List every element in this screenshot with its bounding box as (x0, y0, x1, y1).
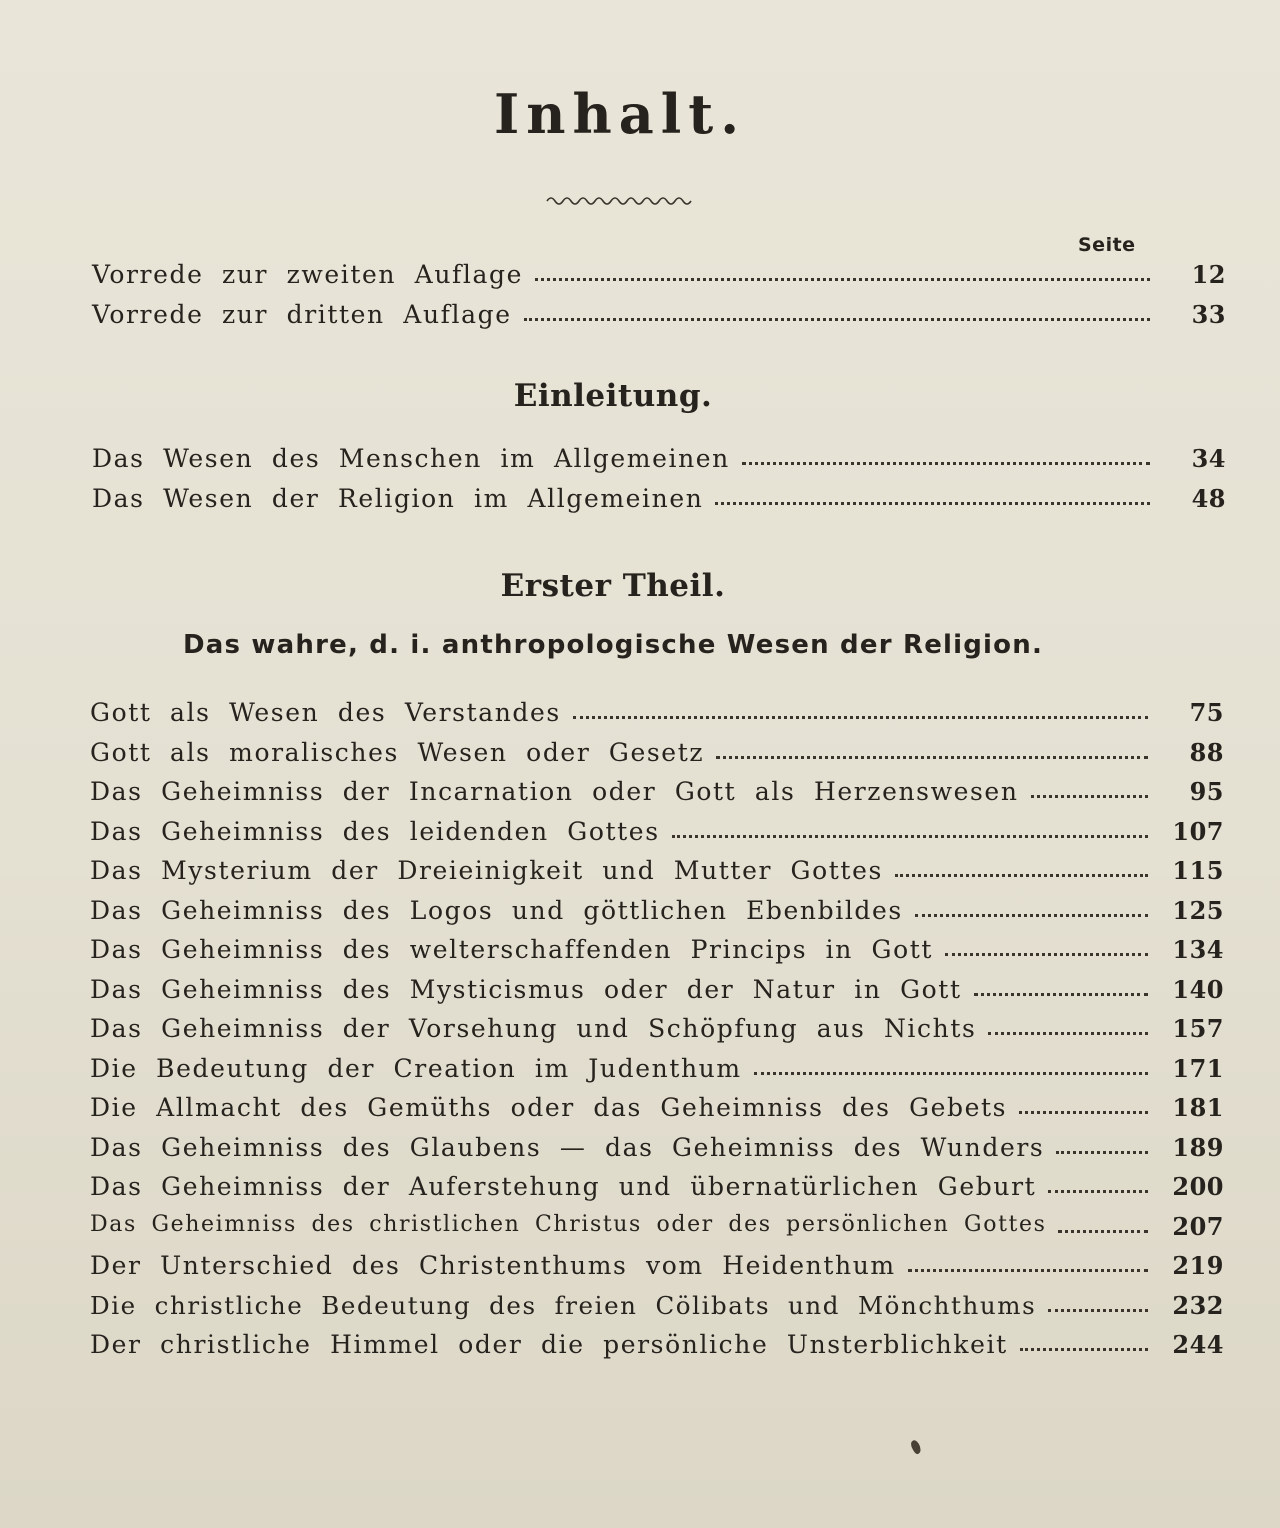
toc-entry-title: Vorrede zur dritten Auflage (92, 299, 512, 329)
toc-entry-title: Das Wesen des Menschen im Allgemeinen (92, 444, 730, 473)
toc-entry[interactable] (90, 1291, 1240, 1331)
toc-entry-page: 232 (1172, 1290, 1224, 1320)
toc-entry-page: 171 (1172, 1053, 1224, 1083)
toc-entry[interactable] (92, 444, 1242, 484)
toc-entry[interactable] (90, 1172, 1240, 1212)
dot-leader (1031, 783, 1148, 798)
toc-entry-page: 134 (1172, 935, 1224, 964)
toc-entry[interactable] (92, 260, 1242, 300)
dot-leader (742, 450, 1150, 465)
dot-leader (1048, 1297, 1148, 1312)
toc-entry-page: 48 (1191, 483, 1226, 513)
page-column-label: Seite (1078, 234, 1136, 256)
dot-leader (715, 490, 1150, 505)
toc-entry-title: Vorrede zur zweiten Auflage (92, 260, 523, 289)
toc-entry-title: Die Allmacht des Gemüths oder das Geheimniss des Gebets (90, 1093, 1008, 1122)
toc-entry-title: Das Geheimniss des Logos und göttlichen Ebenbildes (90, 895, 903, 925)
toc-entry[interactable] (90, 698, 1240, 738)
toc-entry-page: 12 (1191, 260, 1226, 289)
toc-entry-page: 181 (1172, 1093, 1224, 1122)
toc-entry[interactable] (90, 1330, 1240, 1370)
part-one-subheading: Das wahre, d. i. anthropologische Wesen der Religion. (182, 630, 1044, 660)
toc-entry-page: 115 (1172, 856, 1224, 885)
toc-entry-page: 244 (1172, 1330, 1224, 1359)
dot-leader (573, 704, 1148, 719)
toc-entry[interactable] (90, 975, 1240, 1015)
toc-entry-page: 33 (1191, 299, 1226, 329)
toc-entry[interactable] (90, 817, 1240, 857)
ink-speck (909, 1439, 923, 1455)
dot-leader (945, 941, 1148, 956)
dot-leader (716, 744, 1148, 759)
toc-entry[interactable] (90, 1133, 1240, 1173)
toc-entry-page: 200 (1172, 1172, 1224, 1201)
toc-entry-page: 140 (1172, 974, 1224, 1004)
toc-entry-page: 157 (1172, 1014, 1224, 1043)
toc-entry-title: Das Geheimniss der Vorsehung und Schöpfung aus Nichts (90, 1014, 977, 1043)
dot-leader (524, 306, 1150, 321)
toc-entry[interactable] (90, 935, 1240, 975)
dot-leader (1058, 1218, 1148, 1233)
dot-leader (1048, 1178, 1148, 1193)
toc-entry-page: 95 (1189, 777, 1224, 806)
toc-entry[interactable] (90, 856, 1240, 896)
dot-leader (1019, 1099, 1148, 1114)
page-title: Inhalt. (493, 82, 747, 146)
toc-entry[interactable] (90, 1054, 1240, 1094)
dot-leader (535, 266, 1150, 281)
dot-leader (988, 1020, 1148, 1035)
toc-entry-title: Das Geheimniss des Mysticismus oder der Natur in Gott (90, 974, 962, 1004)
toc-entry-title: Gott als moralisches Wesen oder Gesetz (90, 737, 705, 767)
dot-leader (974, 981, 1148, 996)
introduction-list (92, 444, 1242, 523)
dot-leader (915, 902, 1148, 917)
toc-entry-page: 107 (1172, 816, 1224, 846)
toc-entry[interactable] (90, 1251, 1240, 1291)
toc-entry[interactable] (90, 777, 1240, 817)
toc-entry-title: Der christliche Himmel oder die persönliche Unsterblichkeit (90, 1330, 1008, 1359)
dot-leader (895, 862, 1148, 877)
toc-entry-title: Das Geheimniss der Auferstehung und übernatürlichen Geburt (90, 1172, 1037, 1201)
toc-entry-page: 75 (1189, 698, 1224, 727)
toc-entry-title: Der Unterschied des Christenthums vom Heidenthum (90, 1251, 896, 1280)
introduction-heading: Einleitung. (513, 378, 713, 414)
preface-list (92, 260, 1242, 339)
toc-entry[interactable] (92, 484, 1242, 524)
dot-leader (1056, 1139, 1148, 1154)
toc-entry-title: Die Bedeutung der Creation im Judenthum (90, 1053, 742, 1083)
dot-leader (908, 1257, 1148, 1272)
toc-entry-page: 34 (1191, 444, 1226, 473)
toc-entry-title: Die christliche Bedeutung des freien Cölibats und Mönchthums (90, 1290, 1037, 1320)
toc-entry-title: Das Wesen der Religion im Allgemeinen (92, 483, 704, 513)
toc-entry[interactable] (90, 896, 1240, 936)
dot-leader (672, 823, 1148, 838)
toc-entry[interactable] (90, 1212, 1240, 1252)
toc-entry-page: 207 (1172, 1211, 1224, 1241)
toc-entry-title: Gott als Wesen des Verstandes (90, 698, 561, 727)
toc-entry[interactable] (90, 738, 1240, 778)
dot-leader (1020, 1336, 1148, 1351)
toc-entry-page: 189 (1172, 1132, 1224, 1162)
dot-leader (754, 1060, 1148, 1075)
part-one-heading: Erster Theil. (500, 568, 726, 604)
toc-entry-title: Das Geheimniss der Incarnation oder Gott als Herzenswesen (90, 777, 1019, 806)
toc-entry[interactable] (90, 1093, 1240, 1133)
toc-entry-title: Das Mysterium der Dreieinigkeit und Mutter Gottes (90, 856, 883, 885)
toc-entry-title: Das Geheimniss des welterschaffenden Princips in Gott (90, 935, 934, 964)
toc-entry[interactable] (90, 1014, 1240, 1054)
toc-entry-page: 125 (1172, 895, 1224, 925)
toc-entry[interactable] (92, 300, 1242, 340)
wavy-ornament-icon (545, 194, 693, 208)
toc-entry-title: Das Geheimniss des Glaubens — das Geheimniss des Wunders (90, 1132, 1045, 1162)
toc-entry-page: 88 (1189, 737, 1224, 767)
toc-entry-title: Das Geheimniss des christlichen Christus oder des persönlichen Gottes (90, 1211, 1047, 1237)
part-one-list (90, 698, 1240, 1370)
toc-entry-page: 219 (1172, 1251, 1224, 1280)
toc-entry-title: Das Geheimniss des leidenden Gottes (90, 816, 660, 846)
